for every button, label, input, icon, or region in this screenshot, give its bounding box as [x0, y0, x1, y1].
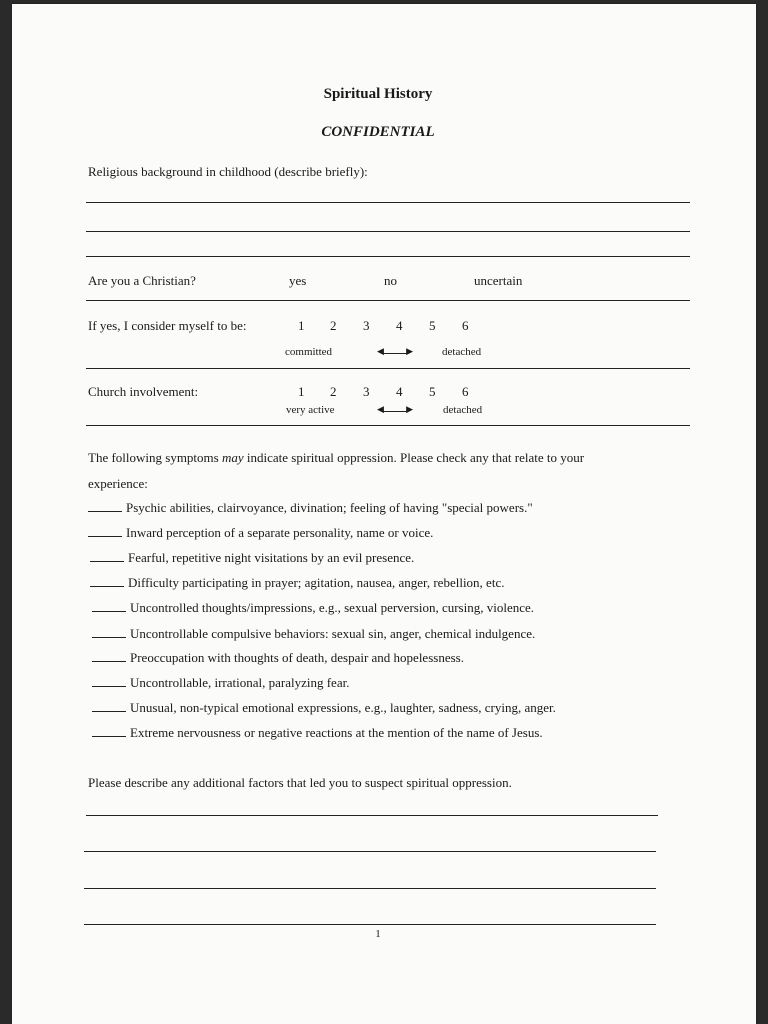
- church-scale-4[interactable]: 4: [396, 384, 403, 399]
- symptom-item: [92, 675, 349, 691]
- symptom-checkbox-blank[interactable]: [92, 736, 126, 737]
- symptom-label: Preoccupation with thoughts of death, despair and hopelessness.: [130, 650, 464, 665]
- church-scale-2[interactable]: 2: [330, 384, 337, 399]
- double-arrow-icon: ▶ ◀: [378, 402, 412, 420]
- double-arrow-icon: ▶ ◀: [378, 344, 412, 362]
- church-scale-3[interactable]: 3: [363, 384, 370, 399]
- commitment-scale-6[interactable]: 6: [462, 318, 469, 333]
- symptom-label: Fearful, repetitive night visitations by an evil presence.: [128, 550, 415, 565]
- page-number: 1: [375, 928, 381, 940]
- church-low-label: very active: [286, 404, 335, 416]
- symptom-label: Difficulty participating in prayer; agitation, nausea, anger, rebellion, etc.: [128, 575, 505, 590]
- symptom-checkbox-blank[interactable]: [92, 637, 126, 638]
- church-question: Church involvement:: [88, 384, 199, 399]
- symptom-item: [92, 650, 464, 666]
- symptom-item: [92, 600, 534, 616]
- commitment-scale-2[interactable]: 2: [330, 318, 337, 333]
- commitment-scale-4[interactable]: 4: [396, 318, 403, 333]
- symptom-item: [92, 626, 535, 642]
- symptom-label: Uncontrollable compulsive behaviors: sexual sin, anger, chemical indulgence.: [130, 626, 536, 641]
- symptom-checkbox-blank[interactable]: [92, 711, 126, 712]
- symptom-label: Inward perception of a separate personality, name or voice.: [126, 525, 434, 540]
- symptom-item: [88, 525, 433, 541]
- christian-option-no[interactable]: no: [384, 273, 397, 288]
- symptoms-intro-line2: experience:: [88, 476, 148, 491]
- church-scale-6[interactable]: 6: [462, 384, 469, 399]
- symptom-checkbox-blank[interactable]: [88, 536, 122, 537]
- symptom-item: [90, 550, 414, 566]
- background-prompt: Religious background in childhood (describe briefly):: [88, 164, 368, 179]
- church-scale-1[interactable]: 1: [298, 384, 305, 399]
- symptoms-intro-emphasis: may: [221, 450, 244, 465]
- symptoms-intro: [88, 450, 584, 466]
- symptom-checkbox-blank[interactable]: [88, 511, 122, 512]
- symptom-label: Uncontrolled thoughts/impressions, e.g., sexual perversion, cursing, violence.: [130, 600, 535, 615]
- commitment-scale-1[interactable]: 1: [298, 318, 305, 333]
- christian-question: Are you a Christian?: [88, 273, 196, 288]
- additional-answer-line-2[interactable]: [84, 851, 656, 852]
- additional-answer-line-3[interactable]: [84, 888, 656, 889]
- commitment-question: If yes, I consider myself to be:: [88, 318, 247, 333]
- section-divider: [86, 425, 690, 426]
- symptom-item: [88, 500, 533, 516]
- symptom-item: [92, 700, 556, 716]
- additional-answer-line-4[interactable]: [84, 924, 656, 925]
- commitment-scale-5[interactable]: 5: [429, 318, 436, 333]
- additional-prompt: Please describe any additional factors that led you to suspect spiritual oppression.: [88, 775, 512, 790]
- symptom-checkbox-blank[interactable]: [92, 611, 126, 612]
- church-scale-5[interactable]: 5: [429, 384, 436, 399]
- form-title: Spiritual History: [323, 86, 433, 102]
- symptom-label: Extreme nervousness or negative reactions at the mention of the name of Jesus.: [130, 725, 543, 740]
- church-high-label: detached: [443, 404, 483, 416]
- form-subtitle: CONFIDENTIAL: [321, 124, 435, 140]
- commitment-high-label: detached: [442, 346, 482, 358]
- commitment-low-label: committed: [285, 346, 333, 358]
- symptoms-intro-text: indicate spiritual oppression. Please check any that relate to your: [243, 450, 585, 465]
- symptom-checkbox-blank[interactable]: [92, 661, 126, 662]
- symptom-item: [92, 725, 543, 741]
- background-answer-line-1[interactable]: [86, 202, 690, 203]
- symptom-label: Uncontrollable, irrational, paralyzing fear.: [130, 675, 350, 690]
- symptoms-intro-text: The following symptoms: [88, 450, 222, 465]
- christian-option-yes[interactable]: yes: [289, 273, 307, 288]
- symptom-item: [90, 575, 504, 591]
- section-divider: [86, 300, 690, 301]
- background-answer-line-3[interactable]: [86, 256, 690, 257]
- section-divider: [86, 368, 690, 369]
- symptom-label: Psychic abilities, clairvoyance, divination; feeling of having "special powers.": [126, 500, 533, 515]
- additional-answer-line-1[interactable]: [86, 815, 658, 816]
- commitment-scale-3[interactable]: 3: [363, 318, 370, 333]
- symptom-label: Unusual, non-typical emotional expressions, e.g., laughter, sadness, crying, anger.: [130, 700, 556, 715]
- symptom-checkbox-blank[interactable]: [92, 686, 126, 687]
- background-answer-line-2[interactable]: [86, 231, 690, 232]
- christian-option-uncertain[interactable]: uncertain: [474, 273, 523, 288]
- symptom-checkbox-blank[interactable]: [90, 561, 124, 562]
- symptom-checkbox-blank[interactable]: [90, 586, 124, 587]
